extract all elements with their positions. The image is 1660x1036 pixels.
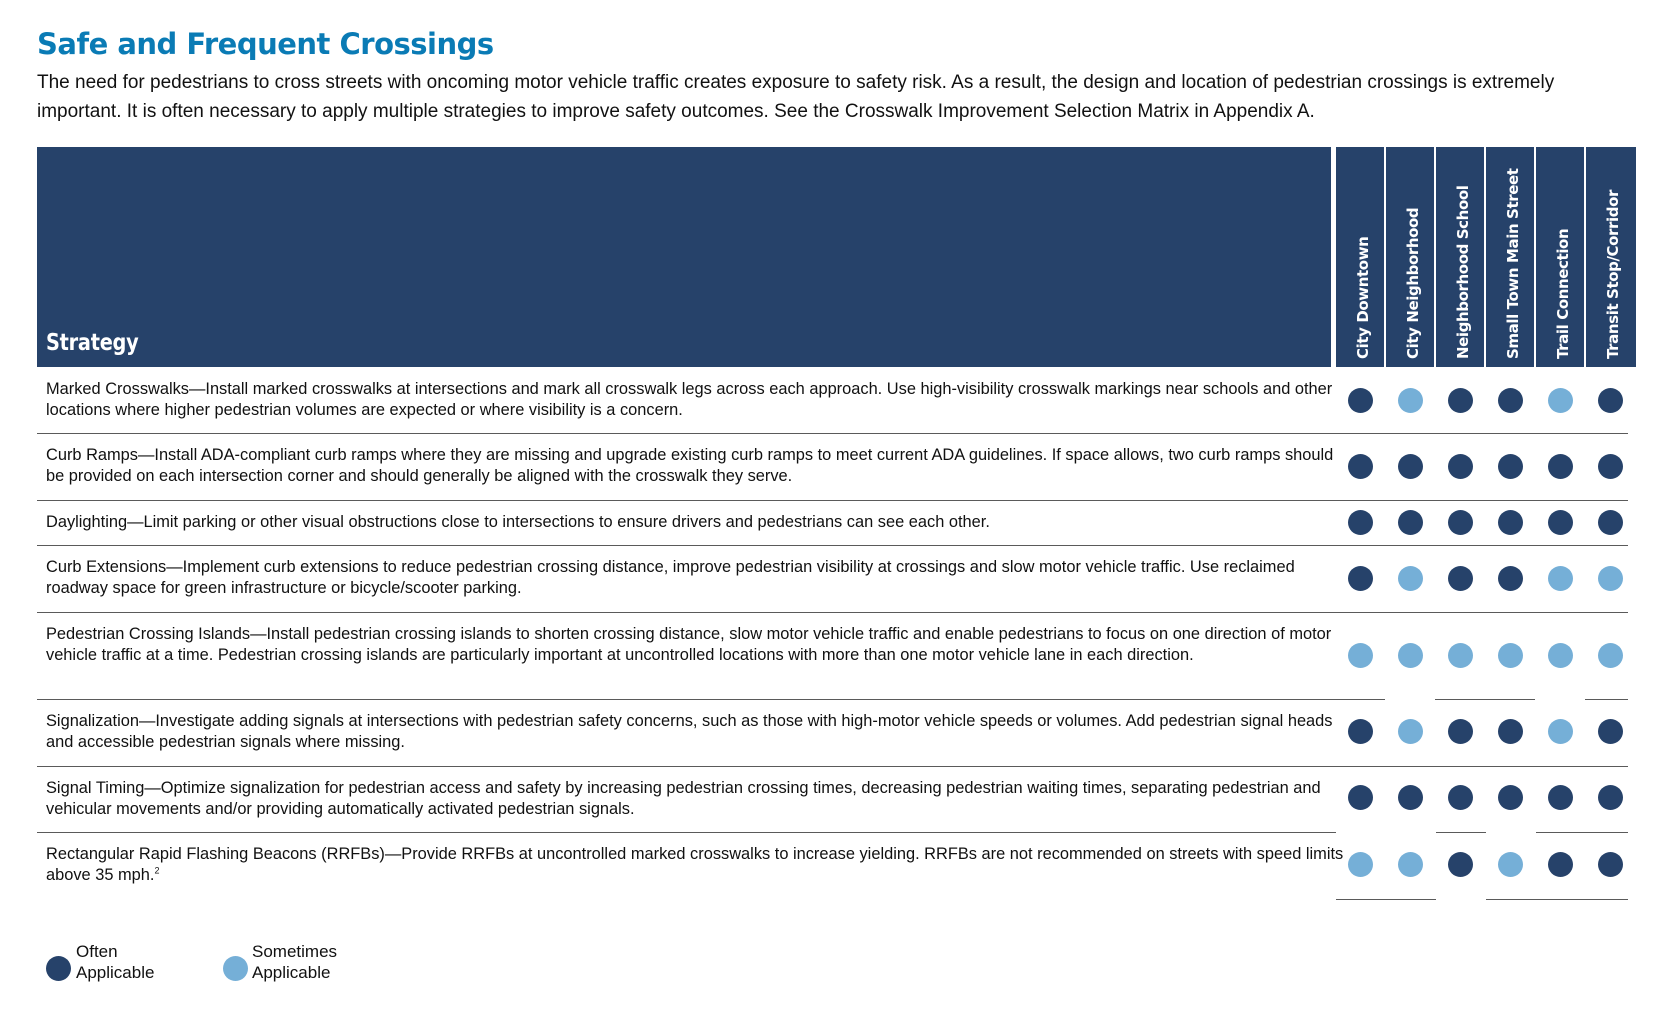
column-header-transit-stop-corridor [1586, 147, 1636, 367]
row-divider [1536, 832, 1628, 833]
intro-paragraph: The need for pedestrians to cross streets with oncoming motor vehicle traffic creates exposure to safety risk. As a result, the design and location of pedestrian crossings is extremely important. It is often necessary to apply multiple strategies to improve safety outcomes. See the Crosswalk Improvement Selection Matrix in Appendix A. [37, 72, 1555, 122]
often-applicable-dot [1498, 510, 1523, 535]
often-applicable-dot [1548, 852, 1573, 877]
table-row-signalization [37, 699, 1628, 766]
sometimes-applicable-dot [1348, 852, 1373, 877]
strategy-header [37, 147, 1331, 367]
row-divider [37, 766, 1628, 767]
often-applicable-dot [1348, 388, 1373, 413]
often-applicable-dot [1598, 388, 1623, 413]
strategy-header-label: Strategy [46, 330, 139, 356]
often-applicable-dot [1598, 510, 1623, 535]
often-applicable-dot [1448, 719, 1473, 744]
table-row-curb-ramps [37, 433, 1628, 500]
sometimes-applicable-dot [1398, 388, 1423, 413]
row-description: Marked Crosswalks—Install marked crosswalks at intersections and mark all crosswalk legs across each approach. Use high-visibility crosswalk markings near schools and other locations where higher pedestrian volumes are expected or where visibility is a concern. [46, 380, 1333, 419]
often-applicable-dot [1348, 719, 1373, 744]
table-row-marked-crosswalks [37, 367, 1628, 433]
row-description: Signalization—Investigate adding signals at intersections with pedestrian safety concerns, such as those with high-motor vehicle speeds or volumes. Add pedestrian signal heads and accessible pedestrian signals where missing. [46, 712, 1333, 751]
row-divider [37, 832, 1336, 833]
sometimes-applicable-dot [1498, 643, 1523, 668]
table-row-pedestrian-crossing-islands [37, 612, 1628, 699]
often-applicable-dot [1348, 454, 1373, 479]
table-row-curb-extensions [37, 545, 1628, 612]
row-description: Pedestrian Crossing Islands—Install pedestrian crossing islands to shorten crossing distance, slow motor vehicle traffic and enable pedestrians to focus on one direction of motor vehicle traffic at a time. Pedestrian crossing islands are particularly important at uncontrolled locations with more than one motor vehicle lane in each direction. [46, 625, 1332, 664]
column-header-label: Transit Stop/Corridor [1604, 189, 1622, 359]
often-applicable-dot [1598, 852, 1623, 877]
often-applicable-dot [1498, 719, 1523, 744]
table-row-daylighting [37, 500, 1628, 545]
row-divider [1585, 699, 1628, 700]
often-applicable-dot [1448, 785, 1473, 810]
column-header-neighborhood-school [1436, 147, 1484, 367]
row-description [46, 844, 1346, 886]
row-divider [1486, 899, 1628, 900]
often-applicable-dot [1548, 510, 1573, 535]
sometimes-applicable-dot [1598, 566, 1623, 591]
page-title: Safe and Frequent Crossings [37, 27, 494, 61]
sometimes-applicable-legend-icon [223, 956, 248, 981]
column-header-label: Small Town Main Street [1504, 168, 1522, 359]
row-description: Signal Timing—Optimize signalization for pedestrian access and safety by increasing pedestrian crossing times, decreasing pedestrian waiting times, separating pedestrian and vehicular movements and/or providing automatically activated pedestrian signals. [46, 779, 1321, 818]
often-applicable-legend-label: Often Applicable [76, 942, 155, 982]
often-applicable-dot [1448, 454, 1473, 479]
often-applicable-dot [1548, 454, 1573, 479]
often-applicable-dot [1398, 510, 1423, 535]
often-applicable-dot [1498, 785, 1523, 810]
table-row-signal-timing [37, 766, 1628, 832]
often-applicable-dot [1598, 785, 1623, 810]
often-applicable-dot [1398, 454, 1423, 479]
often-applicable-dot [1448, 388, 1473, 413]
sometimes-applicable-dot [1398, 566, 1423, 591]
column-header-label: Trail Connection [1554, 228, 1572, 359]
table-row-rrfbs [37, 832, 1628, 899]
often-applicable-legend-icon [46, 956, 71, 981]
sometimes-applicable-legend-label: Sometimes Applicable [252, 942, 338, 982]
sometimes-applicable-dot [1548, 719, 1573, 744]
sometimes-applicable-dot [1398, 643, 1423, 668]
often-applicable-dot [1598, 719, 1623, 744]
often-applicable-dot [1448, 852, 1473, 877]
footnote-marker: 2 [154, 865, 160, 876]
sometimes-applicable-dot [1548, 388, 1573, 413]
often-applicable-dot [1498, 566, 1523, 591]
often-applicable-dot [1348, 566, 1373, 591]
row-divider [1336, 899, 1436, 900]
row-description-text: Rectangular Rapid Flashing Beacons (RRFBs)—Provide RRFBs at uncontrolled marked crosswalks to increase yielding. RRFBs are not recommended on streets with speed limits above 35 mph. [46, 845, 1344, 884]
column-header-trail-connection [1536, 147, 1584, 367]
sometimes-applicable-dot [1398, 719, 1423, 744]
row-description: Curb Extensions—Implement curb extensions to reduce pedestrian crossing distance, improve pedestrian visibility at crossings and slow motor vehicle traffic. Use reclaimed roadway space for green infrastructure or bicycle/scooter parking. [46, 558, 1295, 597]
often-applicable-dot [1348, 785, 1373, 810]
often-applicable-dot [1548, 785, 1573, 810]
sometimes-applicable-dot [1548, 643, 1573, 668]
row-divider [37, 500, 1628, 501]
often-applicable-dot [1448, 566, 1473, 591]
row-description: Curb Ramps—Install ADA-compliant curb ramps where they are missing and upgrade existing curb ramps to meet current ADA guidelines. If space allows, two curb ramps should be provided on each intersection corner and should generally be aligned with the crosswalk they serve. [46, 446, 1334, 485]
often-applicable-dot [1498, 454, 1523, 479]
row-divider [37, 433, 1628, 434]
column-header-small-town-main-street [1486, 147, 1534, 367]
sometimes-applicable-dot [1448, 643, 1473, 668]
column-header-label: City Neighborhood [1404, 207, 1422, 359]
row-divider [1436, 832, 1486, 833]
often-applicable-dot [1598, 454, 1623, 479]
sometimes-applicable-dot [1398, 852, 1423, 877]
row-description: Daylighting—Limit parking or other visual obstructions close to intersections to ensure drivers and pedestrians can see each other. [46, 513, 990, 531]
sometimes-applicable-dot [1498, 852, 1523, 877]
row-divider [37, 612, 1628, 613]
column-header-city-neighborhood [1386, 147, 1434, 367]
row-divider [37, 545, 1628, 546]
often-applicable-dot [1348, 510, 1373, 535]
row-divider [1435, 699, 1535, 700]
column-header-label: City Downtown [1354, 236, 1372, 359]
often-applicable-dot [1498, 388, 1523, 413]
column-header-city-downtown [1336, 147, 1384, 367]
sometimes-applicable-dot [1598, 643, 1623, 668]
row-divider [37, 699, 1385, 700]
sometimes-applicable-dot [1348, 643, 1373, 668]
column-header-label: Neighborhood School [1454, 185, 1472, 359]
sometimes-applicable-dot [1548, 566, 1573, 591]
often-applicable-dot [1398, 785, 1423, 810]
often-applicable-dot [1448, 510, 1473, 535]
